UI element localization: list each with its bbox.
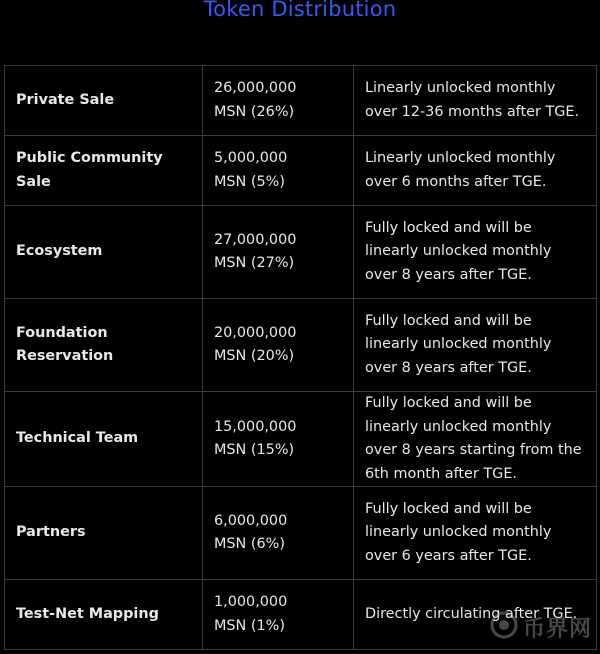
distribution-table	[4, 65, 597, 650]
allocation-amount	[203, 206, 354, 299]
allocation-name: Test-Net Mapping	[5, 580, 203, 650]
table-row	[5, 299, 597, 392]
amount-value: 27,000,000	[214, 231, 297, 248]
amount-share: MSN (1%)	[214, 617, 285, 634]
unlock-terms: Directly circulating after TGE.	[354, 580, 597, 650]
amount-value: 26,000,000	[214, 80, 297, 96]
table-row	[5, 580, 597, 650]
unlock-terms: Linearly unlocked monthly over 6 months after TGE.	[354, 136, 597, 206]
amount-share: MSN (5%)	[214, 173, 285, 190]
table-row	[5, 487, 597, 580]
allocation-amount	[203, 392, 354, 487]
amount-value: 6,000,000	[214, 512, 288, 529]
amount-value: 15,000,000	[214, 418, 297, 435]
allocation-amount	[203, 136, 354, 206]
allocation-amount	[203, 487, 354, 580]
unlock-terms: Fully locked and will be linearly unlocked monthly over 8 years after TGE.	[354, 206, 597, 299]
table-row	[5, 136, 597, 206]
page-title: Token Distribution	[203, 0, 397, 21]
allocation-amount	[203, 66, 354, 136]
unlock-terms: Fully locked and will be linearly unlocked monthly over 8 years after TGE.	[354, 299, 597, 392]
allocation-name: Ecosystem	[5, 206, 203, 299]
amount-share: MSN (6%)	[214, 536, 285, 552]
watermark-text: 币界网	[522, 616, 592, 642]
allocation-amount	[203, 299, 354, 392]
amount-value: 1,000,000	[214, 594, 288, 610]
allocation-name: Technical Team	[5, 392, 203, 487]
allocation-name: Partners	[5, 487, 203, 580]
amount-share: MSN (26%)	[214, 103, 295, 120]
allocation-amount	[203, 580, 354, 650]
amount-value: 20,000,000	[214, 324, 297, 341]
allocation-name: Private Sale	[5, 66, 203, 136]
allocation-name: Public Community Sale	[5, 136, 203, 206]
unlock-terms: Fully locked and will be linearly unlocked monthly over 8 years starting from the 6th month after TGE.	[354, 392, 597, 487]
amount-share: MSN (15%)	[214, 442, 295, 458]
unlock-terms: Linearly unlocked monthly over 12-36 months after TGE.	[354, 66, 597, 136]
amount-share: MSN (20%)	[214, 348, 295, 364]
amount-value: 5,000,000	[214, 150, 288, 166]
unlock-terms: Fully locked and will be linearly unlocked monthly over 6 years after TGE.	[354, 487, 597, 580]
table-row	[5, 206, 597, 299]
amount-share: MSN (27%)	[214, 255, 295, 271]
table-row	[5, 392, 597, 487]
allocation-name: Foundation Reservation	[5, 299, 203, 392]
table-row	[5, 66, 597, 136]
token-distribution-table	[4, 65, 597, 650]
